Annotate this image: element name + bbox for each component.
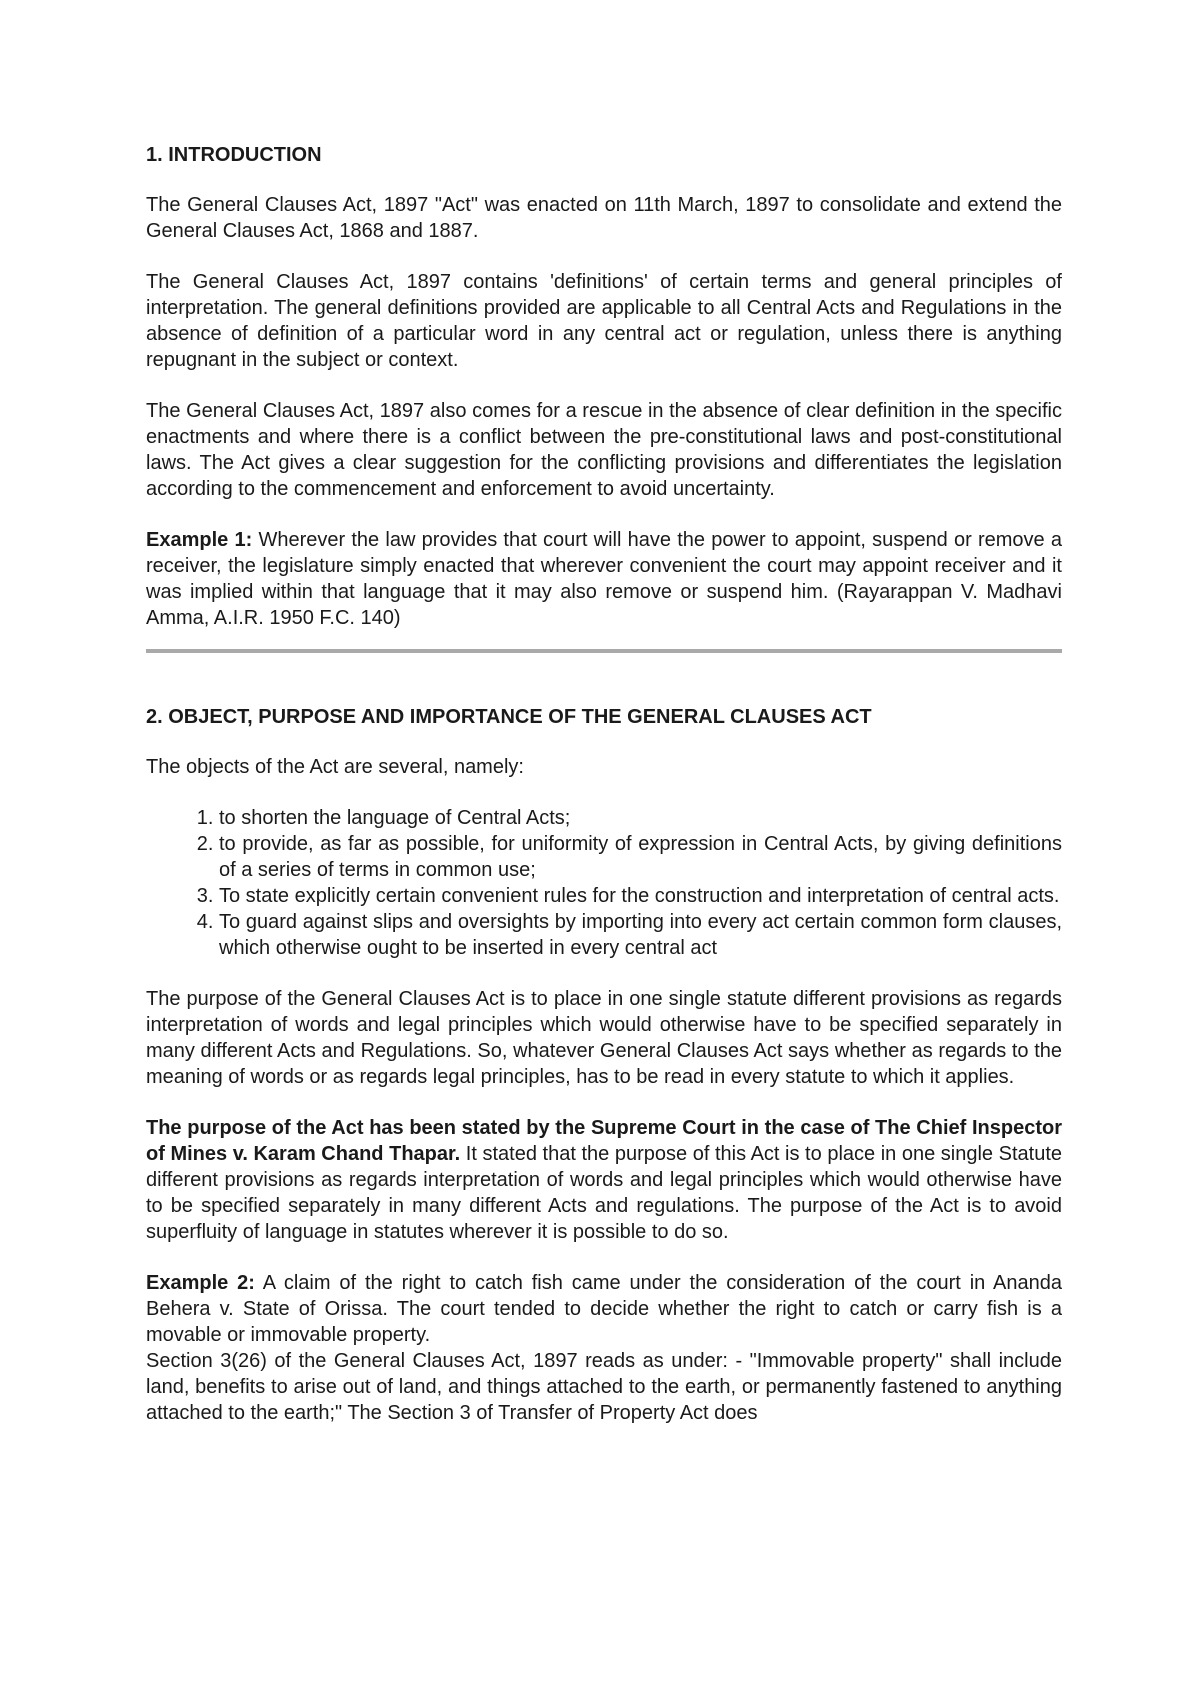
example-1-paragraph	[146, 527, 1062, 631]
example-2-text: A claim of the right to catch fish came under the consideration of the court in Ananda Behera v. State of Orissa. The court tended to decide whether the right to catch or carry fish is a movable or immovable property.	[146, 1272, 1062, 1346]
example-1-text: Wherever the law provides that court will have the power to appoint, suspend or remove a receiver, the legislature simply enacted that wherever convenient the court may appoint receiver and it was implied within that language that it may also remove or suspend him. (Rayarappan V. Madhavi Amma, A.I.R. 1950 F.C. 140)	[146, 529, 1062, 629]
supreme-court-case-bold: The purpose of the Act has been stated by the Supreme Court in the case of The Chief Inspector of Mines v. Karam Chand Thapar.	[146, 1117, 1062, 1165]
section-2-heading: 2. OBJECT, PURPOSE AND IMPORTANCE OF THE GENERAL CLAUSES ACT	[146, 706, 872, 728]
section-3-26-quote: Section 3(26) of the General Clauses Act, 1897 reads as under: - "Immovable property" shall include land, benefits to arise out of land, and things attached to the earth, or permanently fastened to anything attached to the earth;" The Section 3 of Transfer of Property Act does	[146, 1350, 1062, 1424]
intro-paragraph-1: The General Clauses Act, 1897 "Act" was enacted on 11th March, 1897 to consolidate and extend the General Clauses Act, 1868 and 1887.	[146, 194, 1062, 242]
intro-paragraph-2: The General Clauses Act, 1897 contains 'definitions' of certain terms and general principles of interpretation. The general definitions provided are applicable to all Central Acts and Regulations in the absence of definition of a particular word in any central act or regulation, unless there is anything repugnant in the subject or context.	[146, 271, 1062, 371]
example-2-label: Example 2:	[146, 1272, 255, 1294]
purpose-paragraph: The purpose of the General Clauses Act is to place in one single statute different provisions as regards interpretation of words and legal principles which would otherwise have to be specified separately in many different Acts and Regulations. So, whatever General Clauses Act says whether as regards to the meaning of words or as regards legal principles, has to be read in every statute to which it applies.	[146, 988, 1062, 1088]
supreme-court-text: It stated that the purpose of this Act is to place in one single Statute different provisions as regards interpretation of words and legal principles which would otherwise have to be specified separately in many different Acts and regulations. The purpose of the Act is to avoid superfluity of language in statutes wherever it is possible to do so.	[146, 1143, 1063, 1243]
document-page	[146, 142, 1062, 1426]
section-1-heading: 1. INTRODUCTION	[146, 144, 322, 166]
objects-list-item: 2. to provide, as far as possible, for uniformity of expression in Central Acts, by giving definitions of a series of terms in common use;	[219, 831, 1062, 883]
objects-list	[146, 805, 1062, 961]
example-2-paragraph	[146, 1270, 1062, 1348]
objects-list-item: 1. to shorten the language of Central Acts;	[219, 805, 1062, 831]
example-1-label: Example 1:	[146, 529, 253, 551]
objects-list-item: 3. To state explicitly certain convenient rules for the construction and interpretation of central acts.	[219, 883, 1062, 909]
supreme-court-paragraph	[146, 1115, 1062, 1245]
objects-intro: The objects of the Act are several, namely:	[146, 756, 524, 778]
objects-list-item: 4. To guard against slips and oversights by importing into every act certain common form clauses, which otherwise ought to be inserted in every central act	[219, 909, 1062, 961]
intro-paragraph-3: The General Clauses Act, 1897 also comes for a rescue in the absence of clear definition in the specific enactments and where there is a conflict between the pre-constitutional laws and post-constitutional laws. The Act gives a clear suggestion for the conflicting provisions and differentiates the legislation according to the commencement and enforcement to avoid uncertainty.	[146, 400, 1062, 500]
